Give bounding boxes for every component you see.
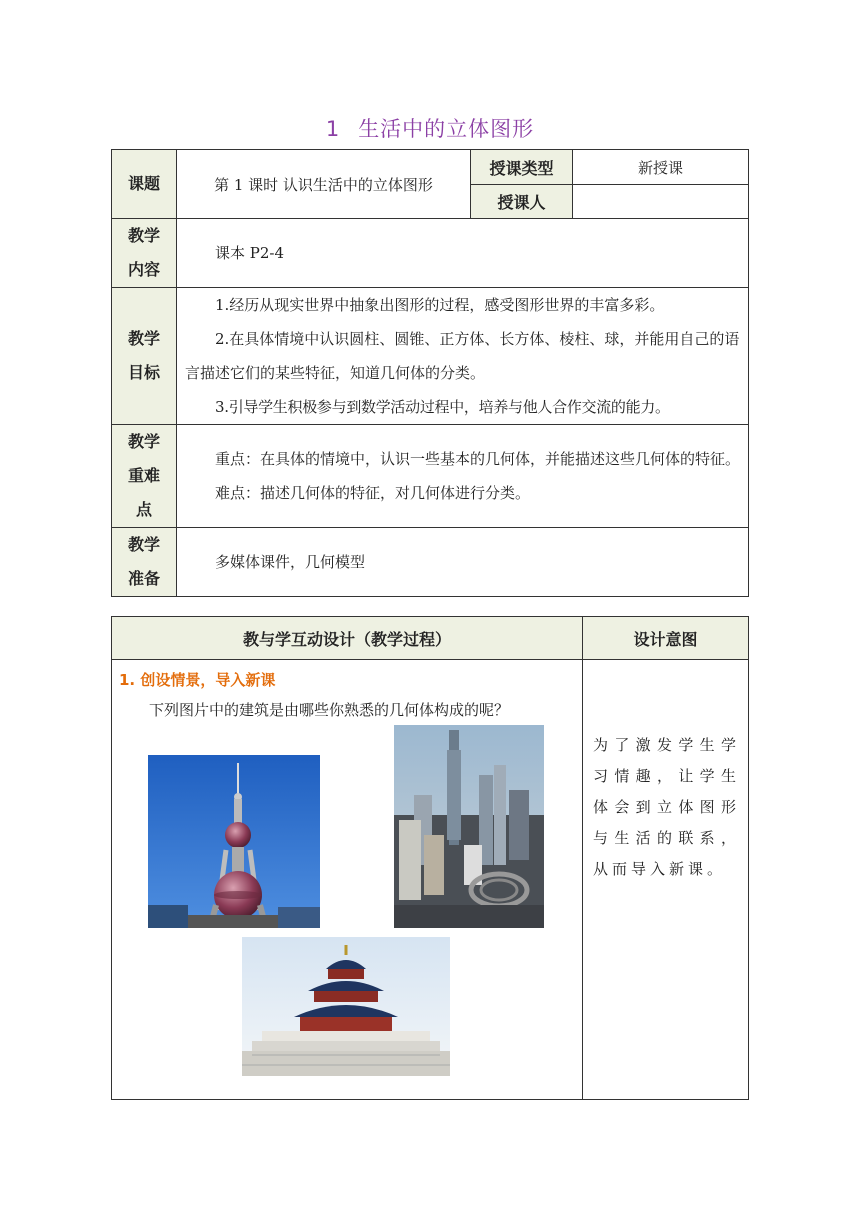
oriental-pearl-tower-photo <box>148 755 320 928</box>
section-title: 1. 创设情景，导入新课 <box>119 671 276 689</box>
teacher-label: 授课人 <box>471 185 573 219</box>
question-text: 下列图片中的建筑是由哪些你熟悉的几何体构成的呢？ <box>149 701 510 719</box>
content-label-line2: 内容 <box>127 260 160 279</box>
lujiazui-skyline-photo <box>394 725 544 928</box>
difficulty-text: 难点：描述几何体的特征，对几何体进行分类。 <box>215 484 531 502</box>
prep-label <box>112 528 177 597</box>
content-value: 课本 P2-4 <box>215 244 285 262</box>
topic-label: 课题 <box>112 150 177 219</box>
objectives-cell <box>177 288 749 425</box>
objectives-label-line1: 教学 <box>127 329 160 348</box>
temple-of-heaven-photo <box>242 937 450 1076</box>
page-title-text: 生活中的立体图形 <box>358 117 535 141</box>
objectives-label <box>112 288 177 425</box>
page-title <box>0 113 860 143</box>
objective-2: 2.在具体情境中认识圆柱、圆锥、正方体、长方体、棱柱、球，并能用自己的语言描述它们的某些特征，知道几何体的分类。 <box>185 330 740 382</box>
objectives-label-line2: 目标 <box>127 363 160 382</box>
topic-value: 第 1 课时 认识生活中的立体图形 <box>177 150 471 219</box>
prep-cell <box>177 528 749 597</box>
keypoints-label-line2: 重难 <box>127 466 160 485</box>
prep-label-line1: 教学 <box>127 535 160 554</box>
keypoints-label <box>112 425 177 528</box>
prep-label-line2: 准备 <box>127 569 160 588</box>
process-col-header: 教与学互动设计（教学过程） <box>112 617 583 660</box>
lesson-type-label: 授课类型 <box>471 150 573 185</box>
prep-value: 多媒体课件，几何模型 <box>215 553 366 571</box>
objective-3: 3.引导学生积极参与到数学活动过程中，培养与他人合作交流的能力。 <box>215 398 670 416</box>
objective-1: 1.经历从现实世界中抽象出图形的过程，感受图形世界的丰富多彩。 <box>215 296 665 314</box>
intent-col-header: 设计意图 <box>583 617 749 660</box>
content-label-line1: 教学 <box>127 226 160 245</box>
keypoints-label-line3: 点 <box>135 500 152 519</box>
keypoints-label-line1: 教学 <box>127 432 160 451</box>
lesson-type-value: 新授课 <box>573 150 749 185</box>
lesson-info-table <box>111 149 749 597</box>
page-title-number: 1 <box>325 117 341 141</box>
design-intent: 为了激发学生学习情趣，让学生体会到立体图形与生活的联系，从而导入新课。 <box>583 660 749 1100</box>
keypoints-cell <box>177 425 749 528</box>
teacher-value <box>573 185 749 219</box>
content-value-cell <box>177 219 749 288</box>
content-label <box>112 219 177 288</box>
keypoint-text: 重点：在具体的情境中，认识一些基本的几何体，并能描述这些几何体的特征。 <box>215 450 741 468</box>
